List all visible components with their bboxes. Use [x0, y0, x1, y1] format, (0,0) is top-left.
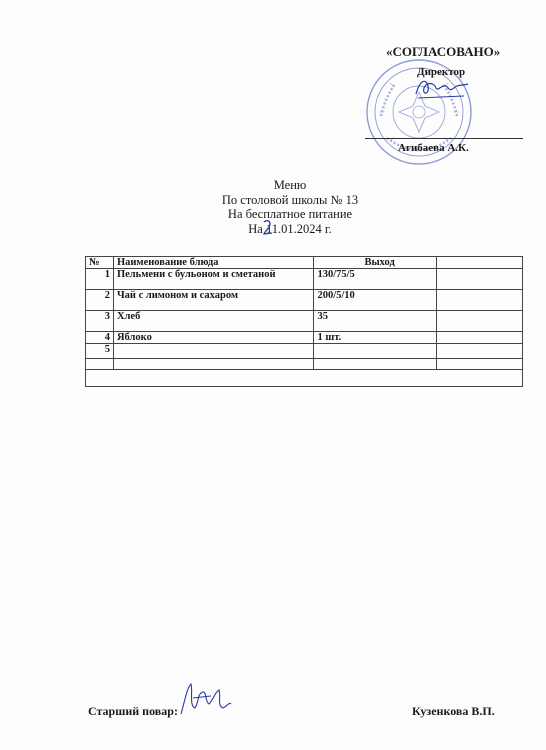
menu-title: Меню	[273, 178, 307, 192]
empty-cell	[113, 359, 314, 370]
header-yield: Выход	[314, 257, 437, 269]
approval-heading: «СОГЛАСОВАНО»	[386, 44, 501, 59]
table-header-row	[86, 257, 523, 269]
empty-cell	[314, 359, 437, 370]
dish-name: Чай с лимоном и сахаром	[113, 290, 314, 311]
empty-cell	[437, 344, 523, 359]
row-number: 1	[86, 269, 114, 290]
chef-label: Старший повар:	[88, 704, 178, 718]
header-number: №	[86, 257, 114, 269]
empty-cell	[437, 359, 523, 370]
dish-yield: 130/75/5	[314, 269, 437, 290]
dish-name	[113, 344, 314, 359]
dish-yield: 35	[314, 311, 437, 332]
dish-yield: 200/5/10	[314, 290, 437, 311]
menu-school: По столовой школы № 13	[221, 192, 359, 207]
empty-cell	[437, 269, 523, 290]
header-dish-name: Наименование блюда	[113, 257, 314, 269]
dish-yield	[314, 344, 437, 359]
empty-footer-cell	[86, 370, 523, 387]
table-row	[86, 332, 523, 344]
header-empty	[437, 257, 523, 269]
table-row	[86, 290, 523, 311]
dish-name: Пельмени с бульоном и сметаной	[113, 269, 314, 290]
empty-cell	[437, 311, 523, 332]
menu-date: На 11.01.2024 г.	[248, 221, 332, 236]
table-row-empty	[86, 359, 523, 370]
menu-table	[85, 256, 523, 387]
row-number: 2	[86, 290, 114, 311]
row-number: 4	[86, 332, 114, 344]
empty-cell	[437, 332, 523, 344]
handwritten-date-correction	[262, 218, 274, 236]
table-row	[86, 311, 523, 332]
row-number: 5	[86, 344, 114, 359]
empty-cell	[437, 290, 523, 311]
row-number: 3	[86, 311, 114, 332]
signature-line	[365, 138, 523, 139]
dish-name: Яблоко	[113, 332, 314, 344]
dish-yield: 1 шт.	[314, 332, 437, 344]
menu-purpose: На бесплатное питание	[227, 207, 353, 221]
chef-signature	[175, 680, 235, 720]
table-footer-row	[86, 370, 523, 387]
table-row	[86, 269, 523, 290]
table-row	[86, 344, 523, 359]
director-name: Агибаева А.К.	[398, 142, 469, 154]
approval-role: Директор	[417, 66, 466, 78]
chef-name: Кузенкова В.П.	[412, 704, 495, 718]
menu-title-block	[150, 178, 430, 236]
empty-cell	[86, 359, 114, 370]
dish-name: Хлеб	[113, 311, 314, 332]
